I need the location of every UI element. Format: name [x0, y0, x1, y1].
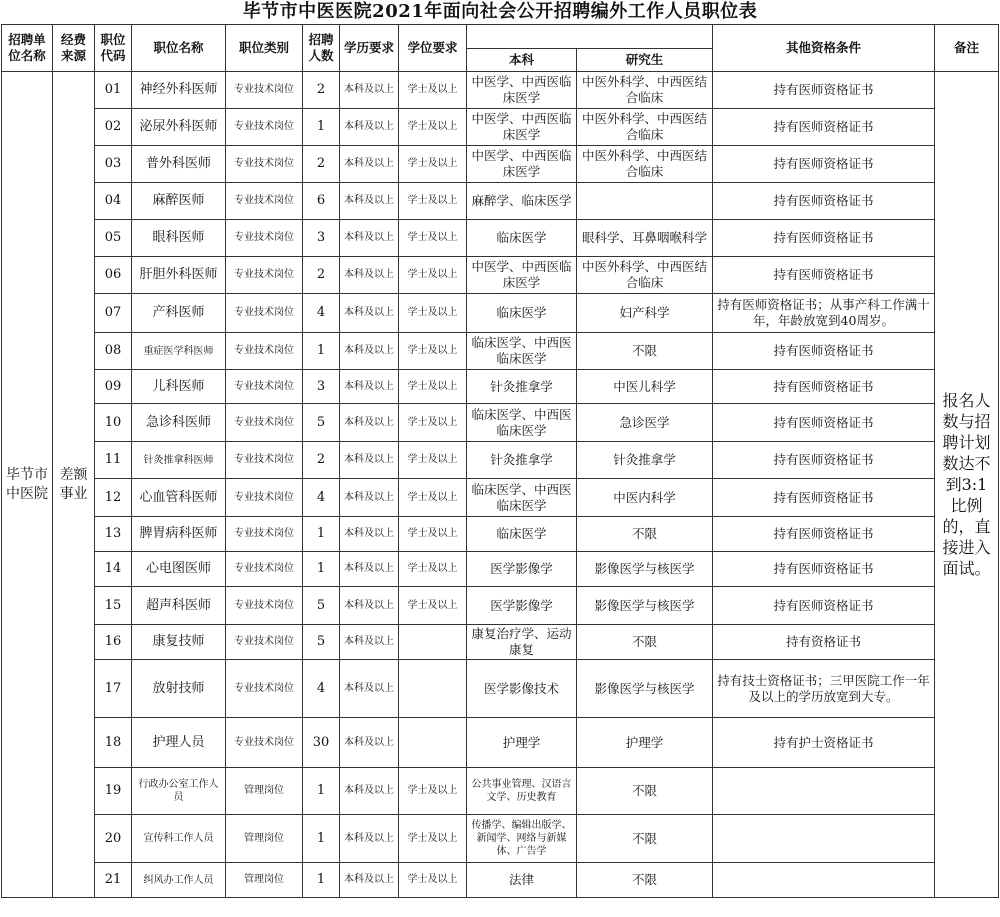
- cell-edu: 本科及以上: [340, 718, 399, 768]
- cell-grad: 不限: [577, 625, 713, 660]
- cell-category: 专业技术岗位: [226, 257, 303, 294]
- cell-category: 专业技术岗位: [226, 220, 303, 257]
- cell-grad: 中医外科学、中西医结合临床: [577, 146, 713, 183]
- cell-code: 08: [95, 333, 132, 370]
- cell-other: 持有资格证书: [713, 625, 935, 660]
- table-row: [2, 815, 999, 863]
- cell-count: 1: [303, 815, 340, 863]
- cell-code: 09: [95, 370, 132, 404]
- header-major-group: [467, 25, 713, 49]
- cell-category: 专业技术岗位: [226, 183, 303, 220]
- table-row: [2, 333, 999, 370]
- cell-edu: 本科及以上: [340, 109, 399, 146]
- cell-other: 持有医师资格证书: [713, 517, 935, 552]
- cell-degree: 学士及以上: [399, 479, 467, 517]
- cell-edu: 本科及以上: [340, 552, 399, 587]
- cell-post-name: 泌尿外科医师: [132, 109, 226, 146]
- cell-degree: [399, 660, 467, 718]
- table-row: [2, 109, 999, 146]
- cell-code: 16: [95, 625, 132, 660]
- cell-undergrad: 临床医学、中西医临床医学: [467, 333, 577, 370]
- cell-count: 1: [303, 517, 340, 552]
- cell-degree: 学士及以上: [399, 183, 467, 220]
- cell-other: 持有护士资格证书: [713, 718, 935, 768]
- cell-post-name: 急诊科医师: [132, 404, 226, 442]
- cell-category: 专业技术岗位: [226, 517, 303, 552]
- cell-count: 1: [303, 109, 340, 146]
- cell-other: [713, 863, 935, 898]
- cell-count: 4: [303, 479, 340, 517]
- cell-undergrad: 临床医学: [467, 220, 577, 257]
- cell-grad: 中医外科学、中西医结合临床: [577, 109, 713, 146]
- cell-grad: 不限: [577, 815, 713, 863]
- cell-undergrad: 针灸推拿学: [467, 370, 577, 404]
- cell-edu: 本科及以上: [340, 370, 399, 404]
- cell-post-name: 肝胆外科医师: [132, 257, 226, 294]
- cell-degree: [399, 718, 467, 768]
- cell-code: 17: [95, 660, 132, 718]
- table-row: [2, 625, 999, 660]
- cell-post-name: 超声科医师: [132, 587, 226, 625]
- cell-category: 专业技术岗位: [226, 479, 303, 517]
- header-post: 职位名称: [132, 25, 226, 72]
- cell-degree: 学士及以上: [399, 517, 467, 552]
- header-category: 职位类别: [226, 25, 303, 72]
- cell-post-name: 针灸推拿科医师: [132, 442, 226, 479]
- cell-post-name: 神经外科医师: [132, 72, 226, 109]
- cell-count: 30: [303, 718, 340, 768]
- cell-undergrad: 康复治疗学、运动康复: [467, 625, 577, 660]
- cell-edu: 本科及以上: [340, 863, 399, 898]
- cell-grad: 不限: [577, 768, 713, 815]
- cell-grad: 中医内科学: [577, 479, 713, 517]
- cell-post-name: 康复技师: [132, 625, 226, 660]
- cell-category: 专业技术岗位: [226, 146, 303, 183]
- table-row: [2, 72, 999, 109]
- cell-post-name: 放射技师: [132, 660, 226, 718]
- cell-other: 持有医师资格证书: [713, 109, 935, 146]
- cell-code: 19: [95, 768, 132, 815]
- cell-count: 1: [303, 863, 340, 898]
- cell-category: 专业技术岗位: [226, 587, 303, 625]
- cell-grad: 护理学: [577, 718, 713, 768]
- header-code: 职位代码: [95, 25, 132, 72]
- cell-code: 14: [95, 552, 132, 587]
- cell-category: 管理岗位: [226, 815, 303, 863]
- cell-edu: 本科及以上: [340, 404, 399, 442]
- cell-degree: 学士及以上: [399, 442, 467, 479]
- cell-code: 11: [95, 442, 132, 479]
- cell-edu: 本科及以上: [340, 294, 399, 333]
- cell-undergrad: 医学影像学: [467, 552, 577, 587]
- cell-edu: 本科及以上: [340, 768, 399, 815]
- unit-name: 毕节市中医院: [2, 72, 53, 898]
- table-row: [2, 768, 999, 815]
- cell-post-name: 麻醉医师: [132, 183, 226, 220]
- cell-code: 03: [95, 146, 132, 183]
- table-row: [2, 404, 999, 442]
- cell-category: 专业技术岗位: [226, 660, 303, 718]
- cell-post-name: 普外科医师: [132, 146, 226, 183]
- header-other: 其他资格条件: [713, 25, 935, 72]
- job-table: [1, 24, 999, 898]
- cell-edu: 本科及以上: [340, 257, 399, 294]
- table-row: [2, 370, 999, 404]
- cell-undergrad: 中医学、中西医临床医学: [467, 109, 577, 146]
- table-row: [2, 660, 999, 718]
- cell-other: 持有医师资格证书: [713, 333, 935, 370]
- table-row: [2, 442, 999, 479]
- cell-post-name: 行政办公室工作人员: [132, 768, 226, 815]
- cell-code: 02: [95, 109, 132, 146]
- cell-grad: 影像医学与核医学: [577, 552, 713, 587]
- cell-post-name: 宣传科工作人员: [132, 815, 226, 863]
- cell-grad: 不限: [577, 333, 713, 370]
- cell-degree: 学士及以上: [399, 587, 467, 625]
- cell-degree: 学士及以上: [399, 220, 467, 257]
- cell-undergrad: 传播学、编辑出版学、新闻学、网络与新媒体、广告学: [467, 815, 577, 863]
- header-count: 招聘人数: [303, 25, 340, 72]
- cell-category: 专业技术岗位: [226, 72, 303, 109]
- cell-count: 2: [303, 146, 340, 183]
- cell-post-name: 心血管科医师: [132, 479, 226, 517]
- cell-code: 10: [95, 404, 132, 442]
- cell-grad: [577, 183, 713, 220]
- cell-category: 管理岗位: [226, 863, 303, 898]
- cell-undergrad: 临床医学: [467, 517, 577, 552]
- cell-degree: 学士及以上: [399, 109, 467, 146]
- note-text: 报名人数与招聘计划数达不到3:1比例的，直接进入面试。: [935, 72, 999, 898]
- cell-count: 1: [303, 552, 340, 587]
- cell-grad: 针灸推拿学: [577, 442, 713, 479]
- table-row: [2, 479, 999, 517]
- cell-category: 专业技术岗位: [226, 625, 303, 660]
- cell-grad: 中医外科学、中西医结合临床: [577, 257, 713, 294]
- cell-count: 5: [303, 587, 340, 625]
- cell-other: 持有医师资格证书: [713, 552, 935, 587]
- cell-post-name: 脾胃病科医师: [132, 517, 226, 552]
- cell-undergrad: 医学影像技术: [467, 660, 577, 718]
- table-row: [2, 183, 999, 220]
- header-undergrad: 本科: [467, 49, 577, 72]
- cell-undergrad: 麻醉学、临床医学: [467, 183, 577, 220]
- cell-code: 13: [95, 517, 132, 552]
- cell-undergrad: 医学影像学: [467, 587, 577, 625]
- cell-grad: 中医儿科学: [577, 370, 713, 404]
- cell-edu: 本科及以上: [340, 517, 399, 552]
- cell-count: 3: [303, 370, 340, 404]
- cell-other: 持有医师资格证书: [713, 479, 935, 517]
- cell-undergrad: 中医学、中西医临床医学: [467, 72, 577, 109]
- cell-grad: 急诊医学: [577, 404, 713, 442]
- cell-edu: 本科及以上: [340, 587, 399, 625]
- cell-undergrad: 公共事业管理、汉语言文学、历史教育: [467, 768, 577, 815]
- cell-other: [713, 815, 935, 863]
- cell-code: 05: [95, 220, 132, 257]
- cell-edu: 本科及以上: [340, 220, 399, 257]
- cell-grad: 不限: [577, 517, 713, 552]
- table-row: [2, 257, 999, 294]
- cell-category: 管理岗位: [226, 768, 303, 815]
- cell-other: 持有医师资格证书: [713, 442, 935, 479]
- cell-code: 18: [95, 718, 132, 768]
- cell-grad: 影像医学与核医学: [577, 587, 713, 625]
- cell-other: 持有医师资格证书: [713, 146, 935, 183]
- cell-category: 专业技术岗位: [226, 333, 303, 370]
- cell-degree: 学士及以上: [399, 863, 467, 898]
- cell-post-name: 眼科医师: [132, 220, 226, 257]
- header-unit: 招聘单位名称: [2, 25, 53, 72]
- cell-edu: 本科及以上: [340, 815, 399, 863]
- cell-count: 4: [303, 294, 340, 333]
- cell-category: 专业技术岗位: [226, 294, 303, 333]
- cell-edu: 本科及以上: [340, 625, 399, 660]
- cell-code: 20: [95, 815, 132, 863]
- table-row: [2, 220, 999, 257]
- cell-post-name: 纠风办工作人员: [132, 863, 226, 898]
- header-grad: 研究生: [577, 49, 713, 72]
- cell-undergrad: 针灸推拿学: [467, 442, 577, 479]
- header-degree: 学位要求: [399, 25, 467, 72]
- cell-grad: 眼科学、耳鼻咽喉科学: [577, 220, 713, 257]
- cell-code: 07: [95, 294, 132, 333]
- cell-edu: 本科及以上: [340, 146, 399, 183]
- cell-count: 1: [303, 768, 340, 815]
- cell-edu: 本科及以上: [340, 183, 399, 220]
- header-fund: 经费来源: [53, 25, 95, 72]
- cell-code: 06: [95, 257, 132, 294]
- cell-category: 专业技术岗位: [226, 370, 303, 404]
- cell-post-name: 护理人员: [132, 718, 226, 768]
- cell-category: 专业技术岗位: [226, 404, 303, 442]
- cell-count: 5: [303, 404, 340, 442]
- cell-count: 2: [303, 257, 340, 294]
- cell-degree: [399, 625, 467, 660]
- cell-degree: 学士及以上: [399, 146, 467, 183]
- table-row: [2, 587, 999, 625]
- cell-edu: 本科及以上: [340, 479, 399, 517]
- cell-other: 持有医师资格证书: [713, 587, 935, 625]
- cell-code: 04: [95, 183, 132, 220]
- table-row: [2, 863, 999, 898]
- cell-count: 6: [303, 183, 340, 220]
- cell-undergrad: 中医学、中西医临床医学: [467, 257, 577, 294]
- cell-count: 1: [303, 333, 340, 370]
- fund-source: 差额事业: [53, 72, 95, 898]
- cell-count: 2: [303, 72, 340, 109]
- cell-other: 持有医师资格证书: [713, 72, 935, 109]
- cell-other: [713, 768, 935, 815]
- cell-degree: 学士及以上: [399, 768, 467, 815]
- cell-category: 专业技术岗位: [226, 718, 303, 768]
- page-title: 毕节市中医医院2021年面向社会公开招聘编外工作人员职位表: [242, 1, 758, 22]
- cell-code: 01: [95, 72, 132, 109]
- cell-degree: 学士及以上: [399, 333, 467, 370]
- cell-degree: 学士及以上: [399, 72, 467, 109]
- cell-degree: 学士及以上: [399, 552, 467, 587]
- cell-edu: 本科及以上: [340, 442, 399, 479]
- cell-degree: 学士及以上: [399, 404, 467, 442]
- table-row: [2, 552, 999, 587]
- cell-other: 持有医师资格证书: [713, 257, 935, 294]
- cell-degree: 学士及以上: [399, 294, 467, 333]
- cell-undergrad: 临床医学、中西医临床医学: [467, 404, 577, 442]
- cell-grad: 妇产科学: [577, 294, 713, 333]
- cell-post-name: 重症医学科医师: [132, 333, 226, 370]
- cell-category: 专业技术岗位: [226, 552, 303, 587]
- cell-code: 21: [95, 863, 132, 898]
- cell-undergrad: 法律: [467, 863, 577, 898]
- cell-other: 持有技士资格证书；三甲医院工作一年及以上的学历放宽到大专。: [713, 660, 935, 718]
- header-edu: 学历要求: [340, 25, 399, 72]
- cell-degree: 学士及以上: [399, 370, 467, 404]
- cell-count: 4: [303, 660, 340, 718]
- cell-undergrad: 护理学: [467, 718, 577, 768]
- cell-post-name: 产科医师: [132, 294, 226, 333]
- cell-post-name: 儿科医师: [132, 370, 226, 404]
- cell-grad: 影像医学与核医学: [577, 660, 713, 718]
- cell-other: 持有医师资格证书: [713, 370, 935, 404]
- cell-degree: 学士及以上: [399, 257, 467, 294]
- cell-code: 15: [95, 587, 132, 625]
- cell-count: 3: [303, 220, 340, 257]
- cell-other: 持有医师资格证书: [713, 220, 935, 257]
- table-row: [2, 146, 999, 183]
- cell-degree: 学士及以上: [399, 815, 467, 863]
- cell-undergrad: 临床医学、中西医临床医学: [467, 479, 577, 517]
- cell-post-name: 心电图医师: [132, 552, 226, 587]
- cell-count: 5: [303, 625, 340, 660]
- cell-category: 专业技术岗位: [226, 442, 303, 479]
- table-row: [2, 718, 999, 768]
- cell-grad: 不限: [577, 863, 713, 898]
- cell-edu: 本科及以上: [340, 333, 399, 370]
- cell-undergrad: 中医学、中西医临床医学: [467, 146, 577, 183]
- cell-grad: 中医外科学、中西医结合临床: [577, 72, 713, 109]
- cell-edu: 本科及以上: [340, 660, 399, 718]
- cell-code: 12: [95, 479, 132, 517]
- cell-other: 持有医师资格证书: [713, 404, 935, 442]
- cell-count: 2: [303, 442, 340, 479]
- cell-undergrad: 临床医学: [467, 294, 577, 333]
- cell-other: 持有医师资格证书；从事产科工作满十年，年龄放宽到40周岁。: [713, 294, 935, 333]
- table-row: [2, 294, 999, 333]
- table-row: [2, 517, 999, 552]
- cell-category: 专业技术岗位: [226, 109, 303, 146]
- cell-other: 持有医师资格证书: [713, 183, 935, 220]
- cell-edu: 本科及以上: [340, 72, 399, 109]
- header-note: 备注: [935, 25, 999, 72]
